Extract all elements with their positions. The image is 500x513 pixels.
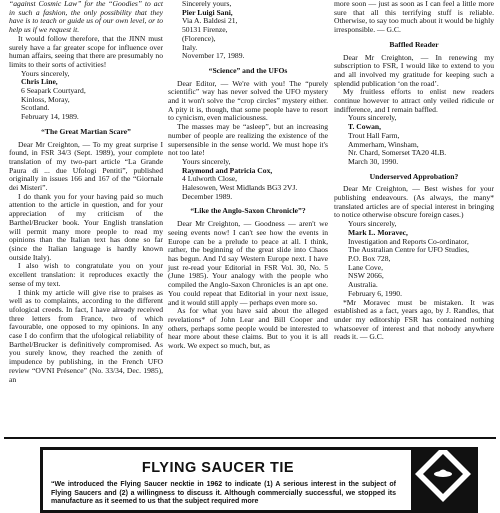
sign-line: Yours sincerely, xyxy=(21,68,70,78)
editor-note: more soon — just as soon as I can feel a little more sure that all this terrifying stuff is reliable. Otherwise, to say too much about it would be highly irresponsible. — G.C. xyxy=(334,0,494,35)
section-heading: “Science” and the UFOs xyxy=(208,65,288,75)
sign-line: Lane Cove, xyxy=(348,262,384,272)
sign-line: February 6, 1990. xyxy=(348,288,402,298)
section-heading: “Like the Anglo-Saxon Chronicle”? xyxy=(190,206,306,216)
signature-block xyxy=(334,114,494,166)
section-heading: “The Great Martian Scare” xyxy=(41,126,131,136)
sign-line: Nr. Chard, Somerset TA20 4LB. xyxy=(348,148,447,158)
sign-line: Italy. xyxy=(182,42,198,52)
letter-text: Dear Mr Creighton, — In renewing my subscription to FSR, I would like to extend to you and all involved my gratitude for keeping such a splendid publication ‘on the road’. xyxy=(334,52,494,88)
column-left xyxy=(9,0,163,384)
sign-line: Via A. Baldesi 21, xyxy=(182,16,238,26)
divider xyxy=(4,437,496,439)
signature-block xyxy=(168,0,328,61)
sign-line: 50131 Firenze, xyxy=(182,25,228,35)
column-middle xyxy=(168,0,328,351)
editor-note: *Mr Moravec must be mistaken. It was established as a fact, years ago, by J. Randles, that under my editorship FSR has contained nothing whatsoever of interest and that nobody anywhere reads it. — G.C. xyxy=(334,297,494,342)
sign-name: Mark L. Moravec, xyxy=(348,227,408,237)
sign-line: Scotland. xyxy=(21,103,50,113)
sign-line: Trout Hall Farm, xyxy=(348,130,400,140)
letter-text: I also wish to congratulate you on your excellent translation: it reproduces exactly the sense of my text. xyxy=(9,261,163,288)
sign-line: Investigation and Reports Co-ordinator, xyxy=(348,236,469,246)
sign-name: Raymond and Patricia Cox, xyxy=(182,165,273,175)
signature-block xyxy=(9,70,163,122)
sign-line: Yours sincerely, xyxy=(348,113,397,123)
signature-block xyxy=(334,220,494,298)
sign-line: P.O. Box 728, xyxy=(348,253,391,263)
letter-text: Dear Editor, — We're with you! The “purely scientific” way has never solved the UFO mystery and it won't solve the “crop circles” mystery either. A pity it is, though, that some people have to resort to cynicism, even maliciousness. xyxy=(168,78,328,123)
section-heading: Underserved Approbation? xyxy=(369,171,459,181)
ad-title: FLYING SAUCER TIE xyxy=(141,460,295,476)
sign-line: Kinloss, Moray, xyxy=(21,94,70,104)
letter-text: I think my article will give rise to praises as well as to complaints, according to the different ufological creeds. In fact, I have already received three letters from France, two of which favourable, one opposed to my opinions. In any case I do confirm that the ufological reliability of Barthel/Brucker is definitively compromised. As you surely know, they reached the zenith of impudence by publishing, in the French UFO review “OVNI Présence” (No. 33/34, Dec. 1985), an xyxy=(9,287,163,384)
necktie-saucer-image xyxy=(411,450,475,510)
column-right xyxy=(334,0,494,342)
sign-name: Pier Luigi Sani, xyxy=(182,7,233,17)
sign-line: March 30, 1990. xyxy=(348,156,399,166)
ad-body: “We introduced the Flying Saucer necktie in 1962 to indicate (1) A serious interest in the subject of Flying Saucers and (2) a willingness to discuss it. Although commercially successful, we stopped its manufacture as it seemed to us that the subject required more xyxy=(51,481,396,506)
letter-text: “against Cosmic Law” for the “Goodies” to act in such a fashion, the only possibility that they have is to teach or guide us of our own level, or to help us if we request it. xyxy=(9,0,163,35)
signature-block xyxy=(168,158,328,202)
sign-line: Ammerham, Winsham, xyxy=(348,139,419,149)
sign-line: November 17, 1989. xyxy=(182,51,245,61)
sign-line: February 14, 1989. xyxy=(21,112,79,122)
letter-text: My fruitless efforts to enlist new readers continue however to attract only veiled ridicule or indifference, and I remain baffled. xyxy=(334,87,494,114)
sign-line: Halesowen, West Midlands BG3 2VJ. xyxy=(182,183,298,193)
sign-line: Australia. xyxy=(348,280,378,290)
sign-line: 6 Seapark Courtyard, xyxy=(21,86,86,96)
letter-text: Dear Mr Creighton, — Goodness — aren't we seeing events now! I can't see how the events in Europe can be a prelude to peace at all. I think, rather, the beginning of the great slide into Chaos has begun. And I'd say Western Europe next. I have just re-read your Editorial in FSR Vol. 30, No. 5 (June 1985). Your analogy with the people who compiled the Anglo-Saxon Chronicles is an apt one. You could repeat that Editorial in your next issue, and it would still apply — perhaps even more so. xyxy=(168,219,328,307)
sign-line: The Australian Centre for UFO Studies, xyxy=(348,245,470,255)
letter-text: As for what you have said about the alleged revelations* of John Lear and Bill Cooper and others, perhaps some people would be interested to hear more about these claims. But to you it is all work. We expect so much, but, as xyxy=(168,306,328,351)
sign-line: Sincerely yours, xyxy=(182,0,232,8)
sign-line: NSW 2066, xyxy=(348,271,384,281)
sign-name: T. Cowan, xyxy=(348,122,381,132)
sign-name: Chris Line, xyxy=(21,77,58,87)
sign-line: Yours sincerely, xyxy=(348,219,397,229)
sign-line: December 1989. xyxy=(182,191,233,201)
letter-text: Dear Mr Creighton, — To my great surprise I found, in FSR 34/3 (Sept. 1989), your complete translation of my two-part article “La Grande Paura di ... due Ufologi Pentiti”, published originally in issues 166 and 167 of the “Giornale dei Misteri”. xyxy=(9,139,163,193)
tie-advertisement xyxy=(40,447,478,513)
letter-text: The masses may be “asleep”, but an increasing number of people are realizing the existence of the supersensible in the sense world. We must hope it's not too late! xyxy=(168,122,328,158)
sign-line: Yours sincerely, xyxy=(182,156,231,166)
sign-line: (Florence), xyxy=(182,33,216,43)
section-heading: Baffled Reader xyxy=(389,39,439,49)
sign-line: 4 Lulworth Close, xyxy=(182,174,238,184)
letter-text: I do thank you for your having paid so much attention to the article in question, and for your appreciation of my criticism of the Barthel/Brucker book. Your English translation will permit many more people to read my opinions than the Italian text has done so far (since the Italian language is hardly known outside Italy). xyxy=(9,191,163,262)
letter-text: Dear Mr Creighton, — Best wishes for your publishing endeavours. (As always, the many* translated articles are of special interest in bringing to notice otherwise obscure foreign cases.) xyxy=(334,184,494,220)
letter-text: It would follow therefore, that the JINN must surely have a far greater scope for influence over human affairs, seeing that there are presumably no limits to their sorts of activities! xyxy=(9,33,163,69)
